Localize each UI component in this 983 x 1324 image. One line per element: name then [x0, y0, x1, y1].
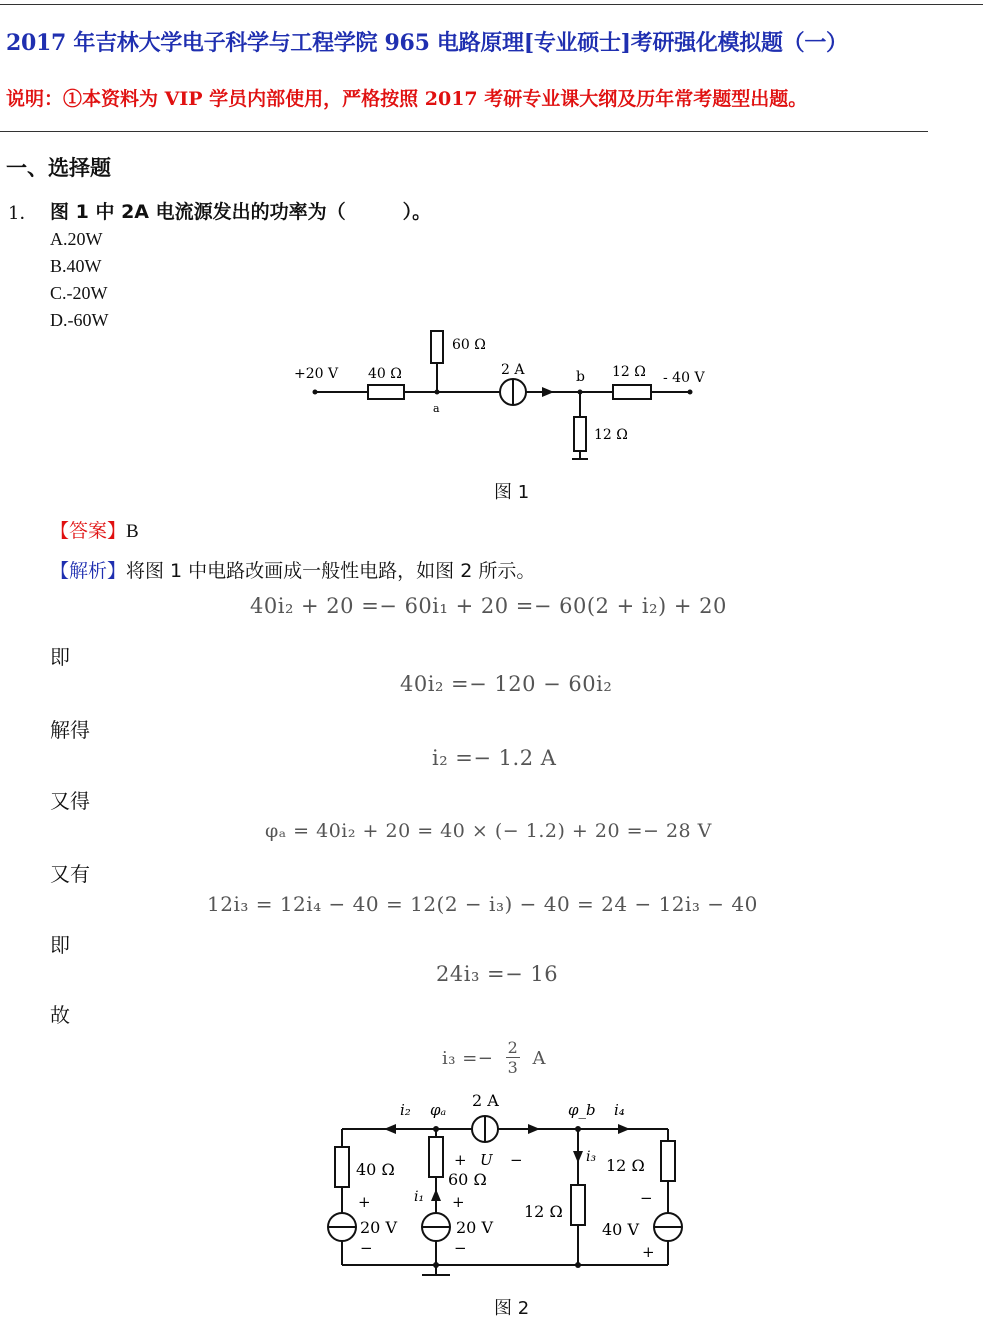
equation-3: i₂ =− 1.2 A: [432, 746, 557, 770]
figure1-resistor-12-bottom: [574, 417, 586, 451]
figure2-label-v3-plus: +: [642, 1243, 655, 1261]
section-heading: 一、选择题: [6, 156, 111, 180]
figure1-caption: 图 1: [494, 482, 530, 503]
document-note: 说明：①本资料为 VIP 学员内部使用，严格按照 2017 考研专业课大纲及历年常考题型出题。: [6, 88, 808, 110]
figure2-label-v2-plus: +: [452, 1193, 465, 1211]
figure2-label-i2: i₂: [400, 1101, 411, 1119]
figure2-resistor-60: [429, 1137, 443, 1177]
figure2-circuit: [318, 1085, 698, 1285]
figure2-label-v3-minus: −: [640, 1189, 653, 1207]
figure2-label-v2-minus: −: [454, 1239, 467, 1257]
option-d: D.-60W: [50, 310, 109, 330]
equation-5: 12i₃ = 12i₄ − 40 = 12(2 − i₃) − 40 = 24 − 12i₃ − 40: [207, 892, 758, 916]
figure2-label-phi-a: φₐ: [430, 1101, 447, 1119]
analysis-text: 将图 1 中电路改画成一般性电路，如图 2 所示。: [126, 560, 536, 582]
equation-7-denominator: 3: [507, 1058, 519, 1077]
option-a: A.20W: [50, 229, 103, 249]
figure1-label-r-bottom: 12 Ω: [594, 427, 628, 443]
equation-1: 40i₂ + 20 =− 60i₁ + 20 =− 60(2 + i₂) + 20: [250, 594, 727, 618]
question-text: 图 1 中 2A 电流源发出的功率为（ ）。: [50, 201, 432, 223]
figure1-resistor-40: [368, 385, 404, 399]
equation-2: 40i₂ =− 120 − 60i₂: [400, 672, 613, 696]
figure1-resistor-60: [431, 331, 443, 363]
figure2-label-v2: 20 V: [456, 1218, 493, 1237]
question-number: 1．: [8, 203, 38, 224]
figure1-circuit: [280, 325, 740, 470]
figure1-label-r-right: 12 Ω: [612, 364, 646, 380]
equation-7-numerator: 2: [507, 1038, 519, 1057]
option-c: C.-20W: [50, 283, 108, 303]
equation-7-lhs: i₃ =−: [442, 1048, 494, 1069]
equation-4: φₐ = 40i₂ + 20 = 40 × (− 1.2) + 20 =− 28 V: [265, 820, 712, 842]
figure1-resistor-12-right: [613, 385, 651, 399]
figure1-label-node-a: a: [433, 402, 440, 415]
word-ji-2: 即: [50, 933, 70, 957]
figure2-label-minus-u: −: [510, 1151, 523, 1169]
figure2-label-source: 2 A: [472, 1091, 499, 1110]
equation-7: [442, 1038, 546, 1077]
figure1-label-source: 2 A: [501, 362, 525, 378]
figure1-label-node-b: b: [576, 369, 585, 385]
figure2-label-r2: 60 Ω: [448, 1170, 487, 1189]
figure2-label-v3: 40 V: [602, 1220, 639, 1239]
analysis-line: [50, 556, 535, 583]
figure1-label-v-right: - 40 V: [663, 370, 705, 386]
top-rule: [0, 4, 983, 5]
figure2-label-phi-b: φ_b: [568, 1101, 596, 1119]
figure2-label-v1: 20 V: [360, 1218, 397, 1237]
separator-rule: [0, 131, 928, 132]
figure2-label-i4: i₄: [614, 1101, 625, 1119]
option-b: B.40W: [50, 256, 102, 276]
figure2-label-r4: 12 Ω: [606, 1156, 645, 1175]
figure1-label-r-top: 60 Ω: [452, 337, 486, 353]
answer-line: [50, 516, 139, 543]
figure2-resistor-12-middle: [571, 1185, 585, 1225]
document-title: 2017 年吉林大学电子科学与工程学院 965 电路原理[专业硕士]考研强化模拟题（一）: [6, 30, 848, 56]
figure1-label-r-left: 40 Ω: [368, 366, 402, 382]
figure2-caption: 图 2: [494, 1298, 530, 1319]
equation-7-unit: A: [532, 1048, 547, 1069]
word-gu: 故: [50, 1003, 70, 1027]
word-youde: 又得: [50, 789, 90, 813]
figure2-resistor-12-right: [661, 1141, 675, 1181]
word-jiede: 解得: [50, 718, 90, 742]
figure2-resistor-40: [335, 1147, 349, 1187]
figure2-label-v1-plus: +: [358, 1193, 371, 1211]
equation-6: 24i₃ =− 16: [436, 962, 559, 986]
figure1-label-v-left: +20 V: [294, 366, 339, 382]
figure2-label-i1: i₁: [414, 1189, 425, 1205]
figure2-label-plus-u: +: [454, 1151, 467, 1169]
figure2-label-r1: 40 Ω: [356, 1160, 395, 1179]
figure2-label-r3: 12 Ω: [524, 1202, 563, 1221]
figure2-label-v1-minus: −: [360, 1239, 373, 1257]
figure2-label-u: U: [480, 1151, 493, 1169]
figure2-label-i3: i₃: [586, 1149, 597, 1165]
answer-value: B: [126, 521, 139, 542]
word-youyou: 又有: [50, 862, 90, 886]
word-ji-1: 即: [50, 645, 70, 669]
analysis-tag: 【解析】: [50, 560, 127, 582]
answer-tag: 【答案】: [50, 520, 127, 542]
